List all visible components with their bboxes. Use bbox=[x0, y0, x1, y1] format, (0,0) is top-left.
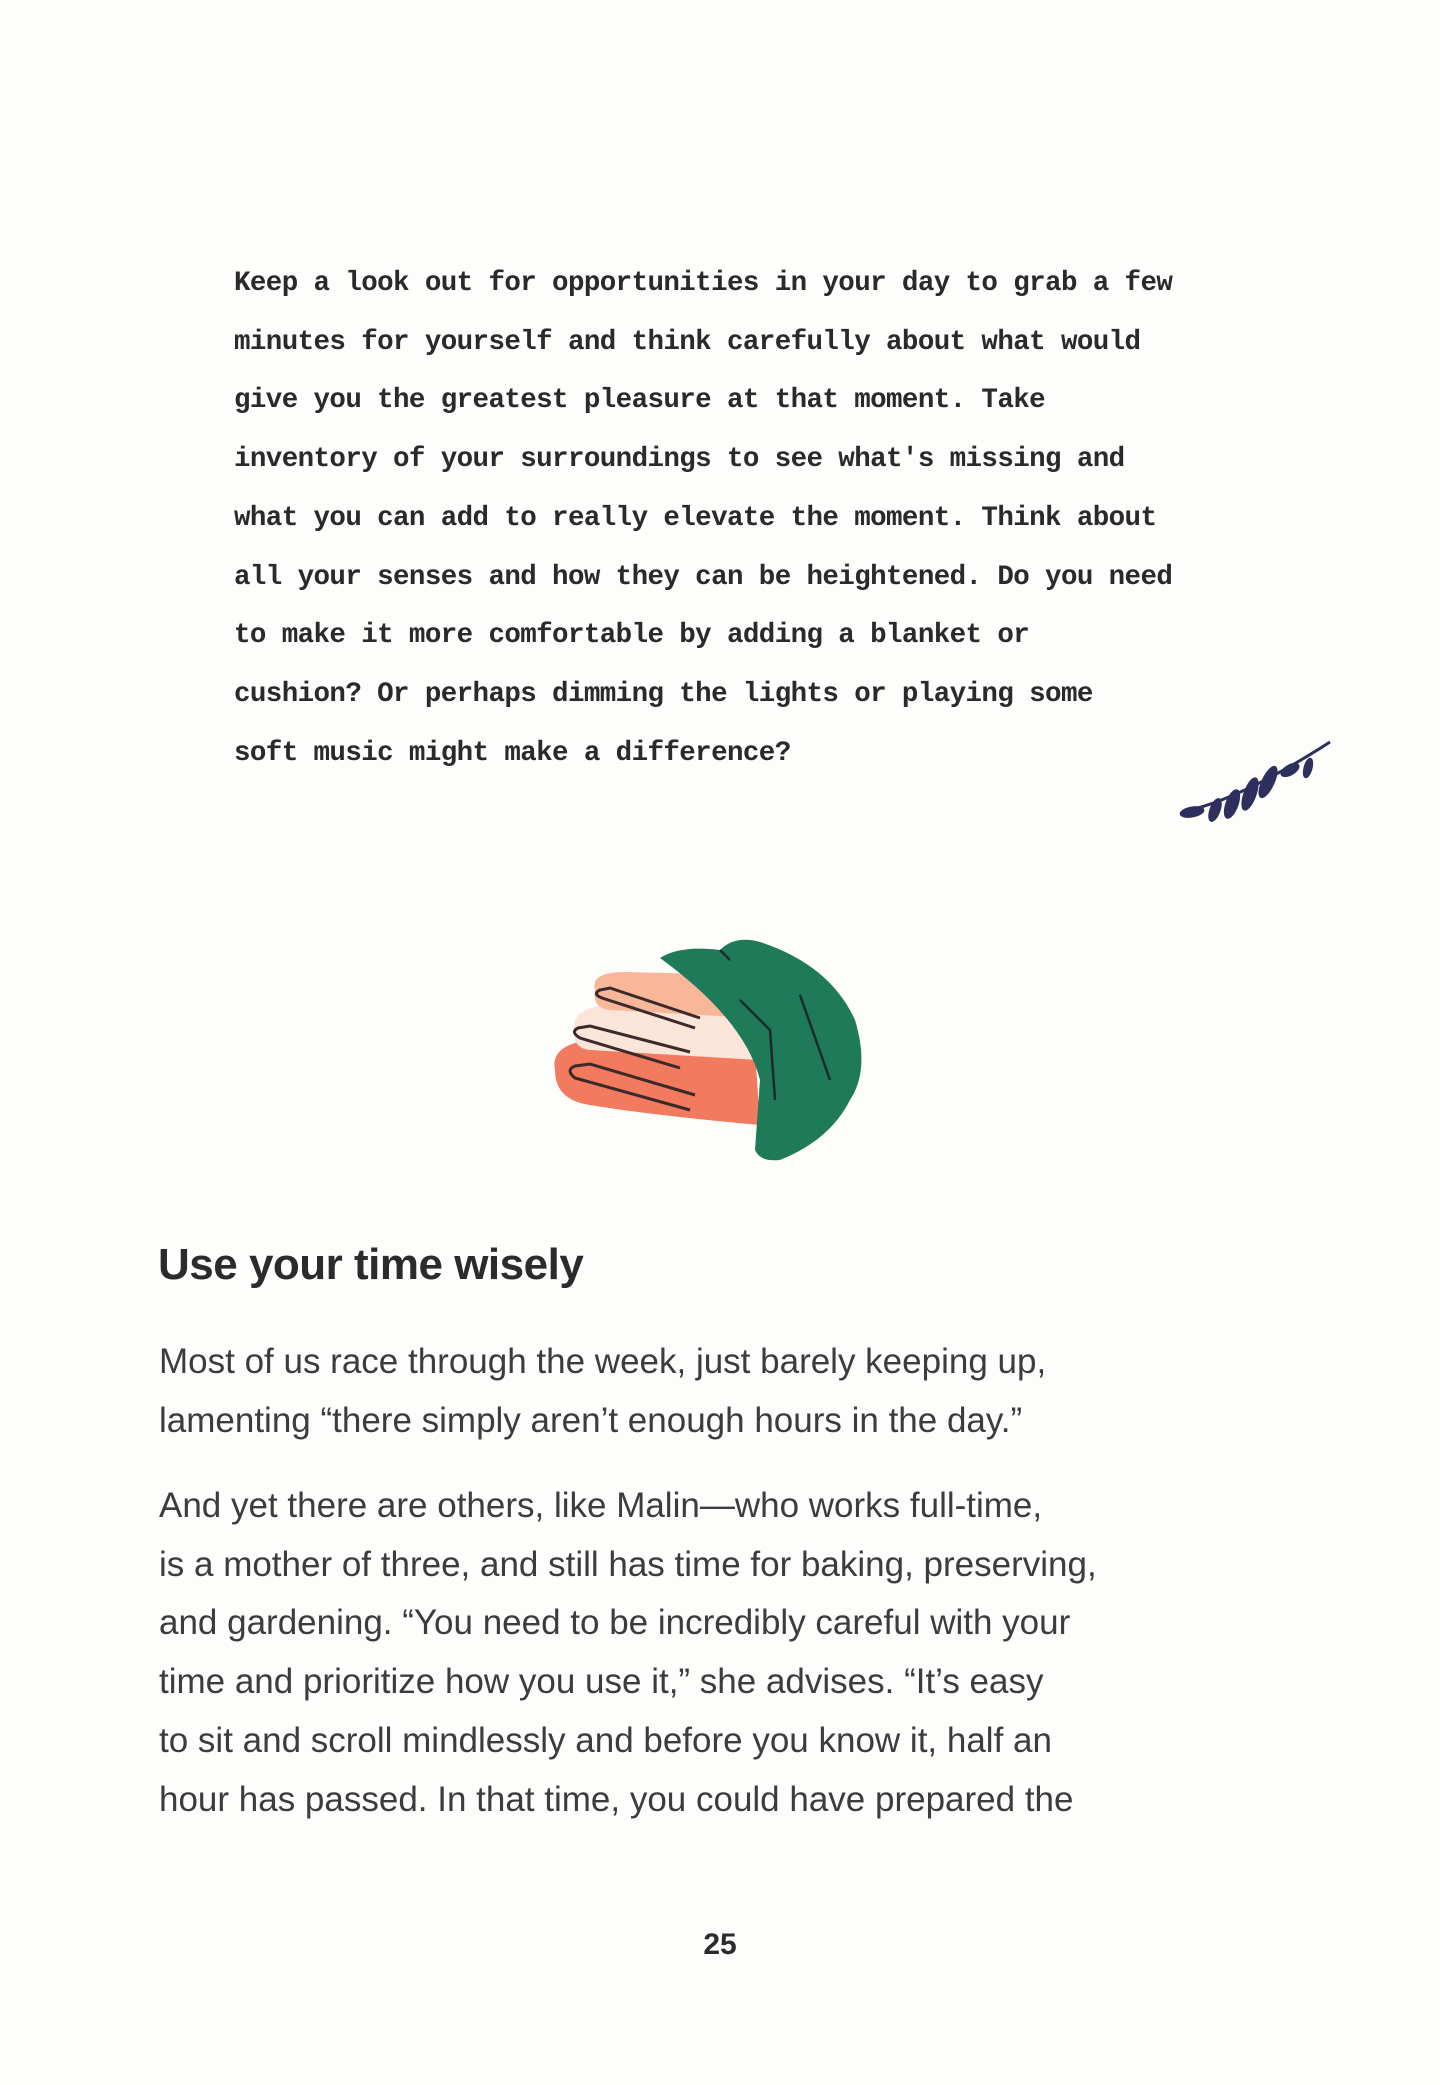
text-line: hour has passed. In that time, you could have prepared the bbox=[159, 1779, 1074, 1819]
body-paragraph-1 bbox=[159, 1333, 1279, 1450]
folded-blankets-illustration bbox=[530, 900, 910, 1170]
text-line: Keep a look out for opportunities in your day to grab a few bbox=[234, 268, 1173, 299]
text-line: all your senses and how they can be heightened. Do you need bbox=[234, 561, 1173, 593]
text-line: to make it more comfortable by adding a blanket or bbox=[234, 620, 1030, 652]
text-line: and gardening. “You need to be incredibly careful with your bbox=[159, 1603, 1071, 1643]
text-line: inventory of your surroundings to see what's missing and bbox=[234, 444, 1125, 476]
text-line: Most of us race through the week, just barely keeping up, bbox=[159, 1342, 1047, 1381]
text-line: time and prioritize how you use it,” she advises. “It’s easy bbox=[159, 1662, 1044, 1702]
text-line: is a mother of three, and still has time for baking, preserving, bbox=[159, 1544, 1097, 1584]
text-line: lamenting “there simply aren’t enough hours in the day.” bbox=[159, 1400, 1023, 1440]
text-line: what you can add to really elevate the moment. Think about bbox=[234, 502, 1157, 534]
text-line: cushion? Or perhaps dimming the lights or playing some bbox=[234, 678, 1093, 710]
page-number: 25 bbox=[703, 1928, 737, 1961]
intro-paragraph bbox=[234, 255, 1274, 783]
text-line: minutes for yourself and think carefully about what would bbox=[234, 326, 1141, 358]
leaf-sprig-icon bbox=[1170, 730, 1340, 840]
body-paragraph-2 bbox=[159, 1477, 1279, 1829]
section-heading: Use your time wisely bbox=[158, 1240, 584, 1289]
text-line: to sit and scroll mindlessly and before you know it, half an bbox=[159, 1720, 1052, 1760]
text-line: And yet there are others, like Malin—who works full-time, bbox=[159, 1486, 1043, 1525]
text-line: soft music might make a difference? bbox=[234, 737, 791, 769]
text-line: give you the greatest pleasure at that moment. Take bbox=[234, 385, 1046, 417]
